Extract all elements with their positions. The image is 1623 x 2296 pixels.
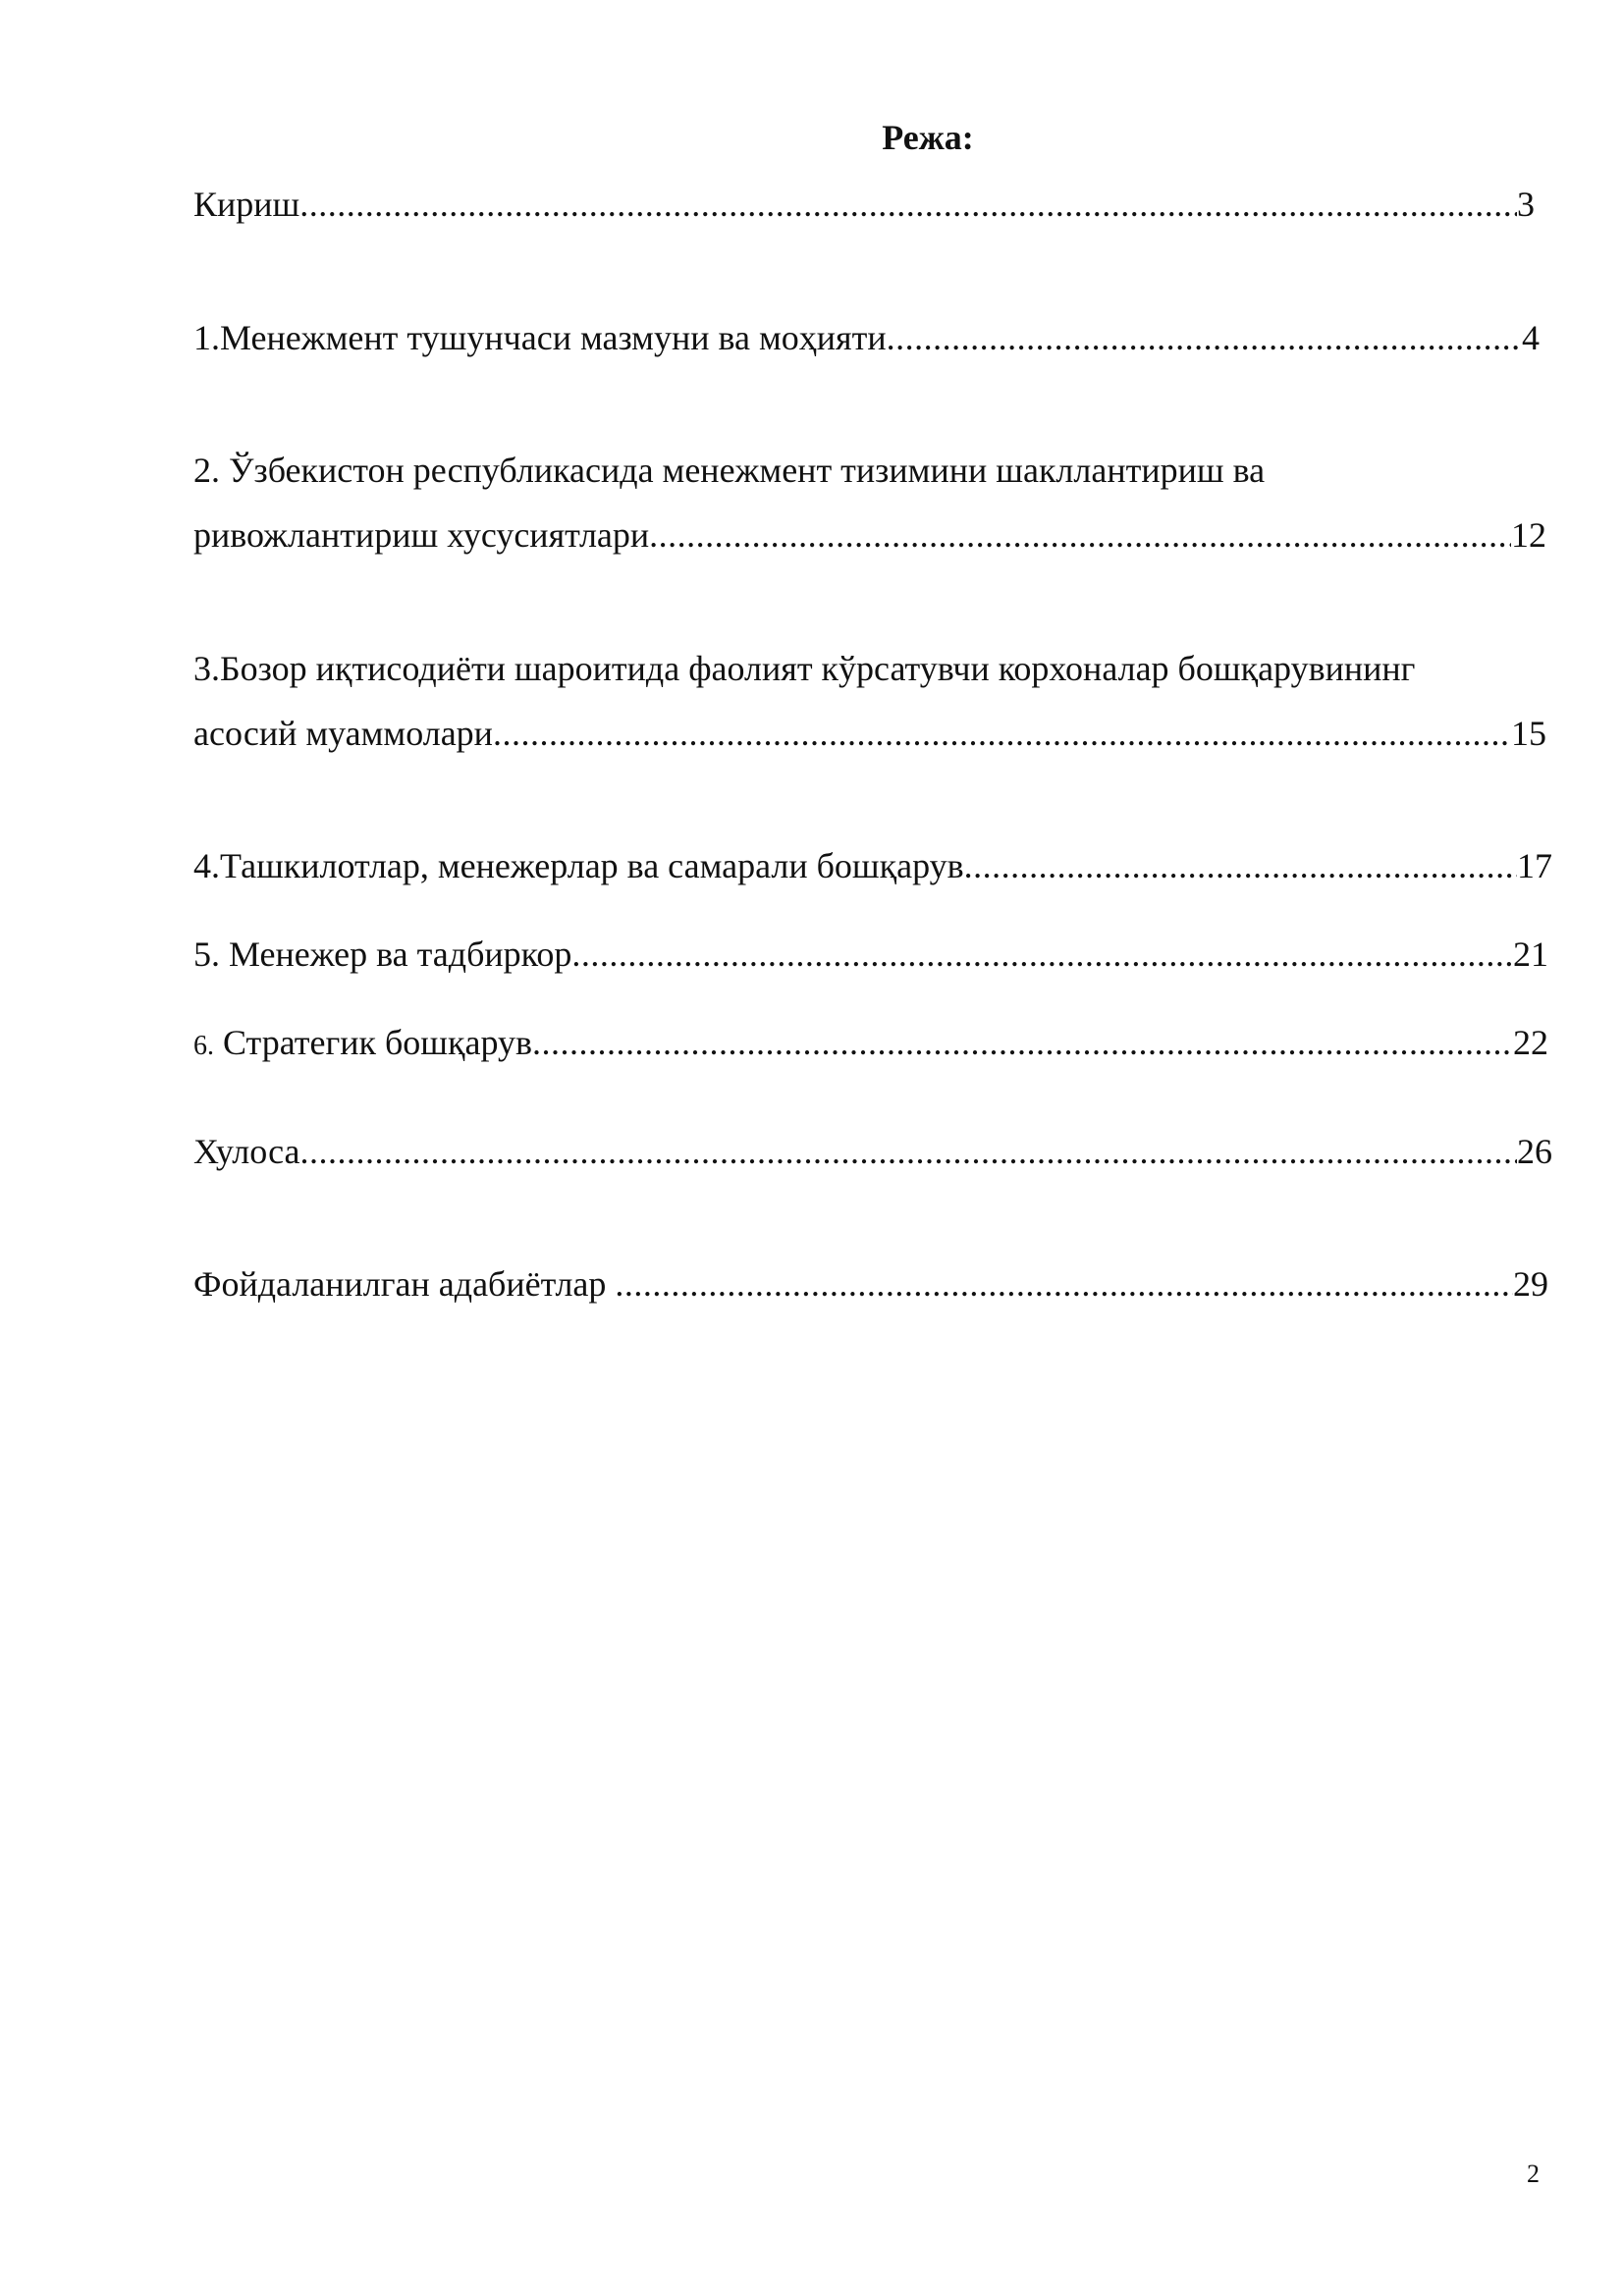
toc-dot-leader — [300, 1119, 1517, 1184]
toc-entry-title: Хулоса — [193, 1132, 300, 1171]
toc-dot-leader — [649, 503, 1511, 567]
toc-entry-page: 3 — [1517, 185, 1535, 224]
page-number: 2 — [1527, 2160, 1540, 2188]
toc-entry-title-continued: ривожлантириш хусусиятлари — [193, 515, 650, 555]
toc-dot-leader — [571, 922, 1513, 987]
toc-entry-page: 26 — [1517, 1132, 1552, 1171]
toc-entry-section-5 — [193, 922, 1548, 987]
toc-entry-section-2 — [193, 438, 1546, 567]
toc-entry-section-1 — [193, 305, 1540, 370]
toc-line — [193, 1252, 1548, 1316]
toc-line — [193, 172, 1535, 237]
toc-entry-title: Кириш — [193, 185, 300, 224]
toc-dot-leader — [615, 1252, 1513, 1316]
toc-entry-title: Фойдаланилган адабиётлар — [193, 1264, 616, 1304]
toc-entry-number: 6. — [193, 1031, 214, 1061]
toc-line — [193, 438, 1546, 503]
toc-entry-section-6 — [193, 1010, 1548, 1075]
toc-entry-page: 15 — [1511, 714, 1546, 753]
page-title: Режа: — [882, 118, 974, 157]
toc-entry-title: Стратегик бошқарув — [214, 1023, 533, 1062]
toc-line — [193, 833, 1552, 898]
toc-line — [193, 503, 1546, 567]
toc-entry-page: 4 — [1522, 318, 1540, 357]
toc-entry-conclusion — [193, 1119, 1552, 1184]
toc-entry-title-continued: асосий муаммолари — [193, 714, 493, 753]
toc-entry-title: 2. Ўзбекистон республикасида менежмент тизимини шакллантириш ва — [193, 451, 1266, 490]
toc-entry-title: 1.Менежмент тушунчаси мазмуни ва моҳияти — [193, 318, 887, 357]
toc-line — [193, 701, 1546, 766]
toc-entry-page: 21 — [1513, 934, 1548, 974]
toc-entry-introduction — [193, 172, 1535, 237]
toc-line — [193, 636, 1546, 701]
toc-dot-leader — [532, 1010, 1513, 1075]
toc-dot-leader — [299, 172, 1517, 237]
toc-entry-references — [193, 1252, 1548, 1316]
toc-line — [193, 922, 1548, 987]
toc-dot-leader — [964, 833, 1517, 898]
toc-dot-leader — [887, 305, 1522, 370]
toc-line — [193, 1119, 1552, 1184]
toc-entry-title: 4.Ташкилотлар, менежерлар ва самарали бошқарув — [193, 846, 964, 885]
toc-entry-page: 22 — [1513, 1023, 1548, 1062]
toc-entry-page: 12 — [1511, 515, 1546, 555]
toc-entry-title: 5. Менежер ва тадбиркор — [193, 934, 572, 974]
toc-entry-page: 17 — [1517, 846, 1552, 885]
toc-entry-section-4 — [193, 833, 1552, 898]
toc-line — [193, 305, 1540, 370]
toc-entry-page: 29 — [1513, 1264, 1548, 1304]
toc-line — [193, 1010, 1548, 1075]
toc-entry-title: 3.Бозор иқтисодиёти шароитида фаолият кўрсатувчи корхоналар бошқарувининг — [193, 649, 1416, 688]
toc-dot-leader — [493, 701, 1511, 766]
toc-entry-section-3 — [193, 636, 1546, 766]
